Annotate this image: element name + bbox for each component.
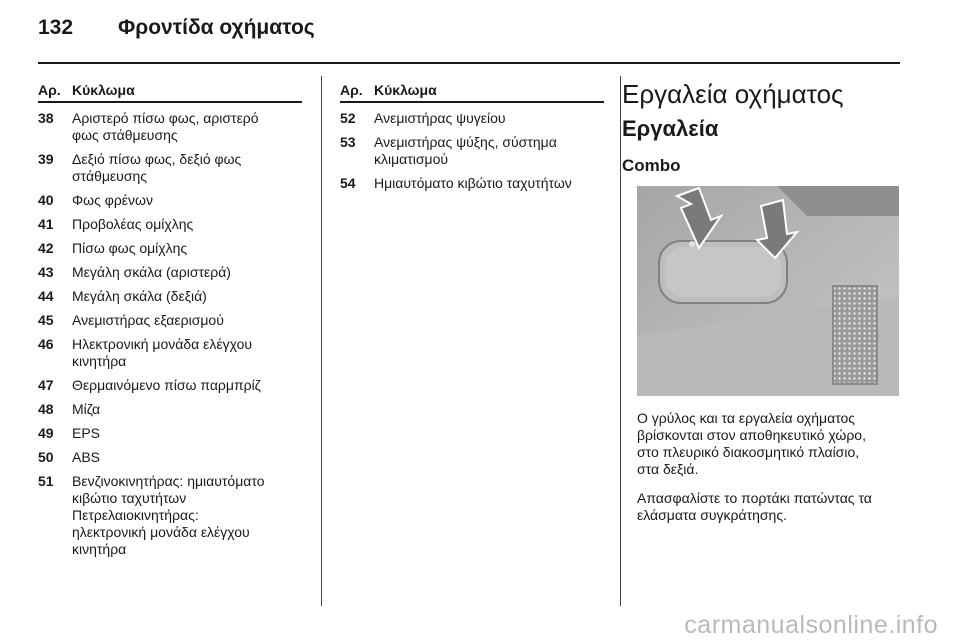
- table-row: [38, 401, 302, 418]
- circuit-description: Βενζινοκινητήρας: ημιαυτόματο κιβώτιο ταχυτήτων Πετρελαιοκινητήρας: ηλεκτρονική μονάδα ελέγχου κινητήρα: [72, 473, 265, 557]
- table-header: [340, 82, 604, 103]
- fuse-number: 51: [38, 473, 54, 489]
- fuse-number: 39: [38, 151, 54, 167]
- page-title: Φροντίδα οχήματος: [118, 16, 315, 39]
- circuit-description: Μεγάλη σκάλα (αριστερά): [72, 264, 231, 280]
- table-row: [38, 192, 302, 209]
- circuit-description: Μεγάλη σκάλα (δεξιά): [72, 288, 207, 304]
- table-row: [38, 377, 302, 394]
- circuit-description: ABS: [72, 449, 101, 465]
- clip-point: [689, 241, 695, 247]
- circuit-description: Ανεμιστήρας ψυγείου: [374, 110, 506, 126]
- circuit-description: Πίσω φως ομίχλης: [72, 240, 188, 256]
- storage-cover-inner: [665, 247, 781, 297]
- fuse-number: 48: [38, 401, 54, 417]
- table-row: [38, 264, 302, 281]
- fuse-number: 45: [38, 312, 54, 328]
- table-row: [340, 175, 604, 192]
- table-row: [340, 110, 604, 127]
- table-row: [38, 216, 302, 233]
- fuse-number: 54: [340, 175, 356, 191]
- section-title: Εργαλεία οχήματος: [622, 79, 844, 109]
- vehicle-tools-section: [622, 80, 902, 176]
- fuse-number: 49: [38, 425, 54, 441]
- instruction-paragraph: Απασφαλίστε το πορτάκι πατώντας τα ελάσματα συγκράτησης.: [637, 490, 872, 523]
- model-heading: Combo: [622, 156, 681, 175]
- table-row: [38, 240, 302, 257]
- table-body: [38, 110, 302, 558]
- table-body: [340, 110, 604, 192]
- circuit-description: Αριστερό πίσω φως, αριστερό φως στάθμευσης: [72, 110, 259, 143]
- table-row: [340, 134, 604, 168]
- speaker-grille: [833, 286, 877, 384]
- section-subtitle: Εργαλεία: [622, 116, 719, 141]
- table-row: [38, 425, 302, 442]
- fuse-number: 40: [38, 192, 54, 208]
- column-header-number: Αρ.: [340, 82, 363, 98]
- circuit-description: Ημιαυτόματο κιβώτιο ταχυτήτων: [374, 175, 572, 191]
- trunk-photo: [637, 186, 899, 396]
- table-row: [38, 449, 302, 466]
- fuse-number: 47: [38, 377, 54, 393]
- column-header-circuit: Κύκλωμα: [72, 82, 135, 98]
- column-header-circuit: Κύκλωμα: [374, 82, 437, 98]
- circuit-description: Ηλεκτρονική μονάδα ελέγχου κινητήρα: [72, 336, 253, 369]
- fuse-number: 52: [340, 110, 356, 126]
- table-header: [38, 82, 302, 103]
- fuse-table-right: [340, 82, 604, 192]
- column-divider: [321, 76, 322, 606]
- fuse-number: 50: [38, 449, 54, 465]
- fuse-table-left: [38, 82, 302, 558]
- circuit-description: Μίζα: [72, 401, 101, 417]
- watermark: carmanualsonline.info: [684, 611, 938, 639]
- table-row: [38, 312, 302, 329]
- circuit-description: Δεξιό πίσω φως, δεξιό φως στάθμευσης: [72, 151, 242, 184]
- table-row: [38, 473, 302, 558]
- fuse-number: 41: [38, 216, 54, 232]
- table-row: [38, 336, 302, 370]
- fuse-number: 38: [38, 110, 54, 126]
- fuse-number: 42: [38, 240, 54, 256]
- column-header-number: Αρ.: [38, 82, 61, 98]
- fuse-number: 43: [38, 264, 54, 280]
- column-divider: [620, 76, 621, 606]
- instruction-paragraph: Ο γρύλος και τα εργαλεία οχήματος βρίσκονται στον αποθηκευτικό χώρο, στο πλευρικό διακοσμητικό πλαίσιο, στα δεξιά.: [637, 410, 866, 477]
- circuit-description: Φως φρένων: [72, 192, 153, 208]
- circuit-description: Ανεμιστήρας εξαερισμού: [72, 312, 224, 328]
- table-row: [38, 110, 302, 144]
- page-number: 132: [38, 16, 74, 39]
- table-row: [38, 288, 302, 305]
- header-divider: [38, 62, 900, 64]
- circuit-description: Προβολέας ομίχλης: [72, 216, 194, 232]
- circuit-description: Θερμαινόμενο πίσω παρμπρίζ: [72, 377, 261, 393]
- fuse-number: 46: [38, 336, 54, 352]
- circuit-description: EPS: [72, 425, 101, 441]
- table-row: [38, 151, 302, 185]
- fuse-number: 44: [38, 288, 54, 304]
- fuse-number: 53: [340, 134, 356, 150]
- circuit-description: Ανεμιστήρας ψύξης, σύστημα κλιματισμού: [374, 134, 557, 167]
